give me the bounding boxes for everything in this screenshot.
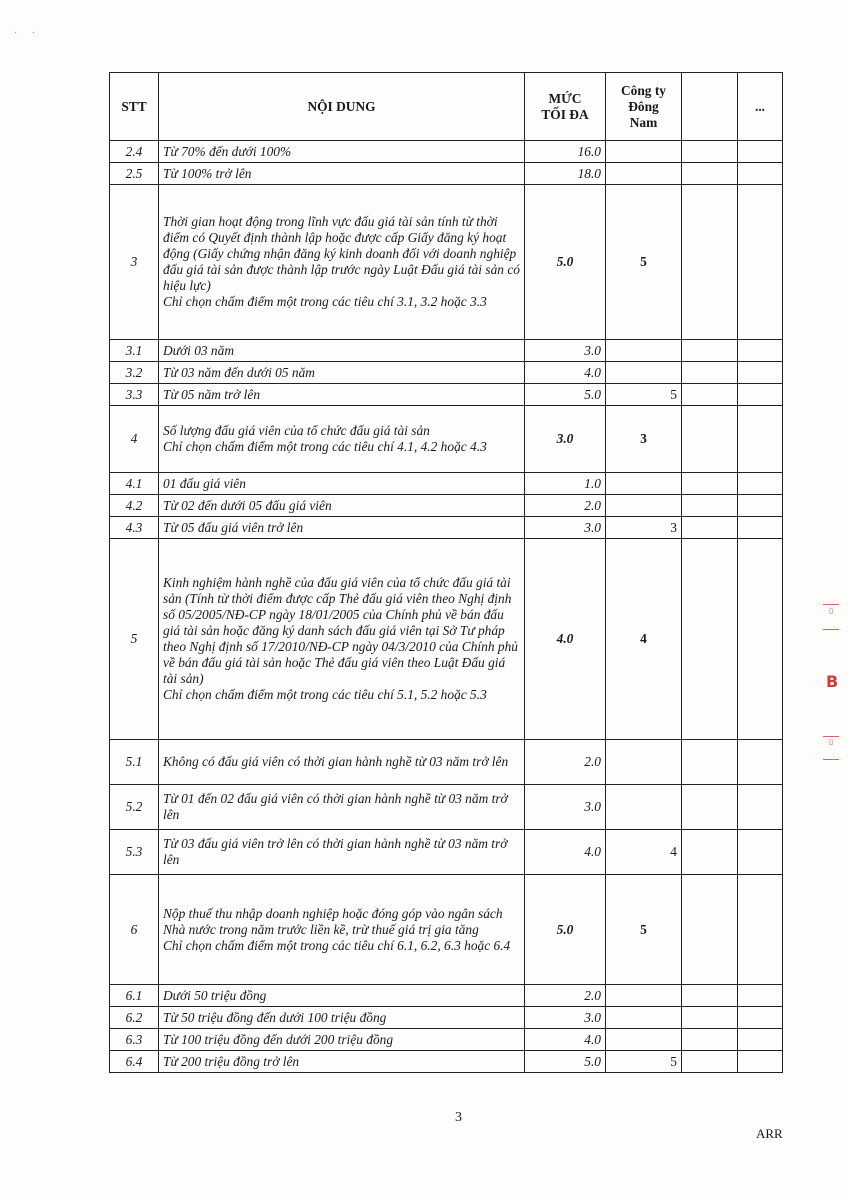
table-row: 5 Kinh nghiệm hành nghề của đấu giá viên của tổ chức đấu giá tài sản (Tính từ thời điểm được cấp Thẻ đấu giá viên theo Nghị định số 05/2005/NĐ-CP ngày 18/01/2005 của Chính phủ về bán đấu giá tài sản hoặc đăng ký danh sách đấu giá viên tại Sở Tư pháp theo Nghị định số 17/2010/NĐ-CP ngày 04/3/2010 của Chính phủ về bán đấu giá tài sản hoặc Thẻ đấu giá viên theo Luật Đấu giá tài sản) Chỉ chọn chấm điểm một trong các tiêu chí 5.1, 5.2 hoặc 5.3 4.0 4 (110, 539, 783, 740)
table-row: 5.3 Từ 03 đấu giá viên trở lên có thời gian hành nghề từ 03 năm trở lên 4.0 4 (110, 830, 783, 875)
table-row: 5.1 Không có đấu giá viên có thời gian hành nghề từ 03 năm trở lên 2.0 (110, 740, 783, 785)
table-row: 6.4 Từ 200 triệu đồng trở lên 5.0 5 (110, 1051, 783, 1073)
page-number: 3 (455, 1110, 462, 1125)
red-stamp-fragment-icon: ▯ (823, 736, 839, 760)
table-row: 2.4 Từ 70% đến dưới 100% 16.0 (110, 141, 783, 163)
red-stamp-fragment-icon: ▯ (823, 604, 839, 630)
table-row: 4 Số lượng đấu giá viên của tổ chức đấu giá tài sản Chỉ chọn chấm điểm một trong các tiêu chí 4.1, 4.2 hoặc 4.3 3.0 3 (110, 406, 783, 473)
table-row: 3.1 Dưới 03 năm 3.0 (110, 340, 783, 362)
table-row: 4.2 Từ 02 đến dưới 05 đấu giá viên 2.0 (110, 495, 783, 517)
header-more: ... (738, 73, 783, 141)
header-max-score: MỨC TỐI ĐA (525, 73, 606, 141)
table-row: 4.3 Từ 05 đấu giá viên trở lên 3.0 3 (110, 517, 783, 539)
scoring-table (109, 72, 783, 1073)
header-company: Công ty Đông Nam (606, 73, 682, 141)
table-row: 6 Nộp thuế thu nhập doanh nghiệp hoặc đóng góp vào ngân sách Nhà nước trong năm trước liền kề, trừ thuế giá trị gia tăng Chỉ chọn chấm điểm một trong các tiêu chí 6.1, 6.2, 6.3 hoặc 6.4 5.0 5 (110, 875, 783, 985)
footer-code: ARR (756, 1126, 783, 1141)
table-row: 6.1 Dưới 50 triệu đồng 2.0 (110, 985, 783, 1007)
table-row: 6.3 Từ 100 triệu đồng đến dưới 200 triệu đồng 4.0 (110, 1029, 783, 1051)
table-row: 3 Thời gian hoạt động trong lĩnh vực đấu giá tài sản tính từ thời điểm có Quyết định thành lập hoặc được cấp Giấy đăng ký hoạt động (Giấy chứng nhận đăng ký kinh doanh đối với doanh nghiệp đấu giá tài sản được thành lập trước ngày Luật Đấu giá tài sản có hiệu lực) Chỉ chọn chấm điểm một trong các tiêu chí 3.1, 3.2 hoặc 3.3 5.0 5 (110, 185, 783, 340)
header-stt: STT (110, 73, 159, 141)
red-stamp-letter: B (826, 672, 839, 691)
table-header-row (110, 73, 783, 141)
table-row: 6.2 Từ 50 triệu đồng đến dưới 100 triệu đồng 3.0 (110, 1007, 783, 1029)
table-row: 5.2 Từ 01 đến 02 đấu giá viên có thời gian hành nghề từ 03 năm trở lên 3.0 (110, 785, 783, 830)
scan-corner-mark: · · (14, 28, 42, 39)
table-row: 2.5 Từ 100% trở lên 18.0 (110, 163, 783, 185)
table-row: 3.3 Từ 05 năm trở lên 5.0 5 (110, 384, 783, 406)
table-row: 4.1 01 đấu giá viên 1.0 (110, 473, 783, 495)
header-content: NỘI DUNG (159, 73, 525, 141)
header-blank (682, 73, 738, 141)
table-row: 3.2 Từ 03 năm đến dưới 05 năm 4.0 (110, 362, 783, 384)
